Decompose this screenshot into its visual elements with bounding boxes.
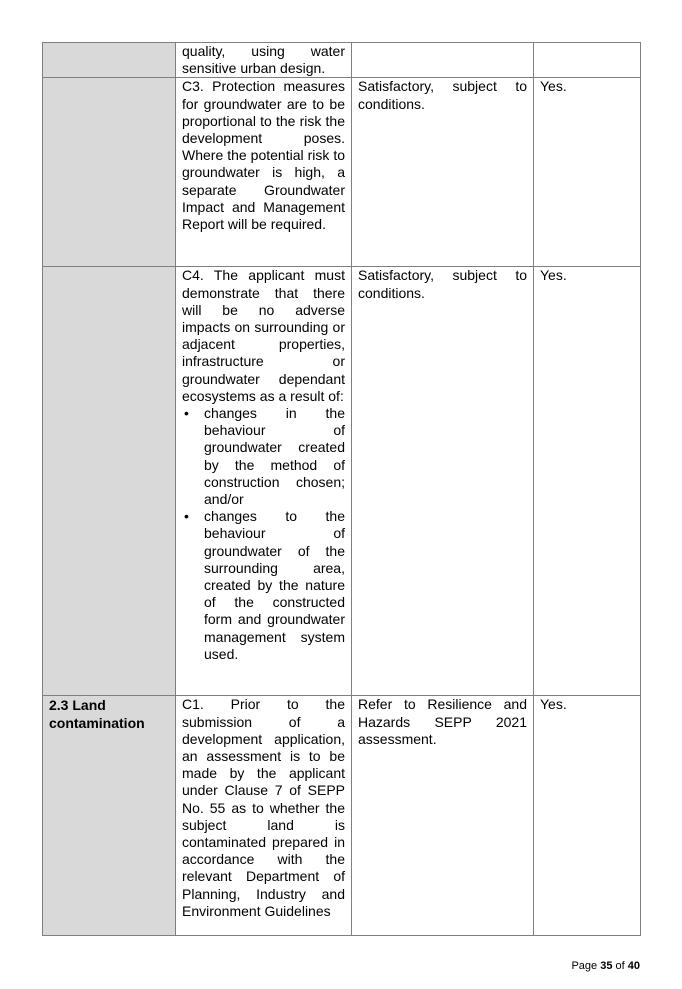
requirement-cell [176, 78, 352, 267]
table-row [43, 43, 641, 78]
page-footer [571, 960, 640, 972]
bullet-icon: • [184, 405, 189, 422]
response-text: Satisfactory, subject to conditions. [358, 78, 527, 112]
response-cell [352, 696, 534, 936]
requirement-text: C4. The applicant must demonstrate that there will be no adverse impacts on surrounding or adjacent properties, infrastructure or groundwater dependant ecosystems as a result of: [182, 267, 345, 404]
requirement-cell [176, 267, 352, 696]
bullet-list [182, 405, 345, 663]
compliance-text: Yes. [540, 267, 567, 284]
heading-cell [43, 78, 176, 267]
requirement-text: C1. Prior to the submission of a development application, an assessment is to be made by the applicant under Clause 7 of SEPP No. 55 as to whether the subject land is contaminated prepared in accordance with the relevant Department of Planning, Industry and Environment Guidelines [182, 696, 345, 919]
page-of-label: of [612, 960, 628, 972]
table-row [43, 696, 641, 936]
response-cell [352, 267, 534, 696]
heading-cell [43, 43, 176, 78]
requirement-cell [176, 43, 352, 78]
response-cell [352, 78, 534, 267]
response-cell [352, 43, 534, 78]
assessment-table [42, 42, 641, 936]
compliance-cell [534, 43, 641, 78]
requirement-cell [176, 696, 352, 936]
table-row [43, 78, 641, 267]
page-total: 40 [627, 960, 640, 972]
heading-cell [43, 267, 176, 696]
response-text: Satisfactory, subject to conditions. [358, 267, 527, 301]
compliance-text: Yes. [540, 696, 567, 713]
list-item [182, 405, 345, 508]
table-row [43, 267, 641, 696]
requirement-text: quality, using water sensitive urban design. [182, 43, 345, 77]
list-item [182, 508, 345, 663]
bullet-icon: • [184, 508, 189, 525]
section-heading: 2.3 Land contamination [43, 696, 176, 936]
page-label: Page [571, 960, 601, 972]
response-text: Refer to Resilience and Hazards SEPP 2021 assessment. [358, 696, 527, 747]
bullet-text: changes in the behaviour of groundwater created by the method of construction chosen; and/or [204, 405, 345, 508]
bullet-text: changes to the behaviour of groundwater of the surrounding area, created by the nature of the constructed form and groundwater management system used. [204, 508, 345, 662]
compliance-cell [534, 696, 641, 936]
compliance-cell [534, 267, 641, 696]
compliance-text: Yes. [540, 78, 567, 95]
compliance-cell [534, 78, 641, 267]
page-number: 35 [600, 960, 613, 972]
requirement-text: C3. Protection measures for groundwater are to be proportional to the risk the development poses. Where the potential risk to groundwater is high, a separate Groundwater Impact and Management Report will be required. [182, 78, 345, 233]
